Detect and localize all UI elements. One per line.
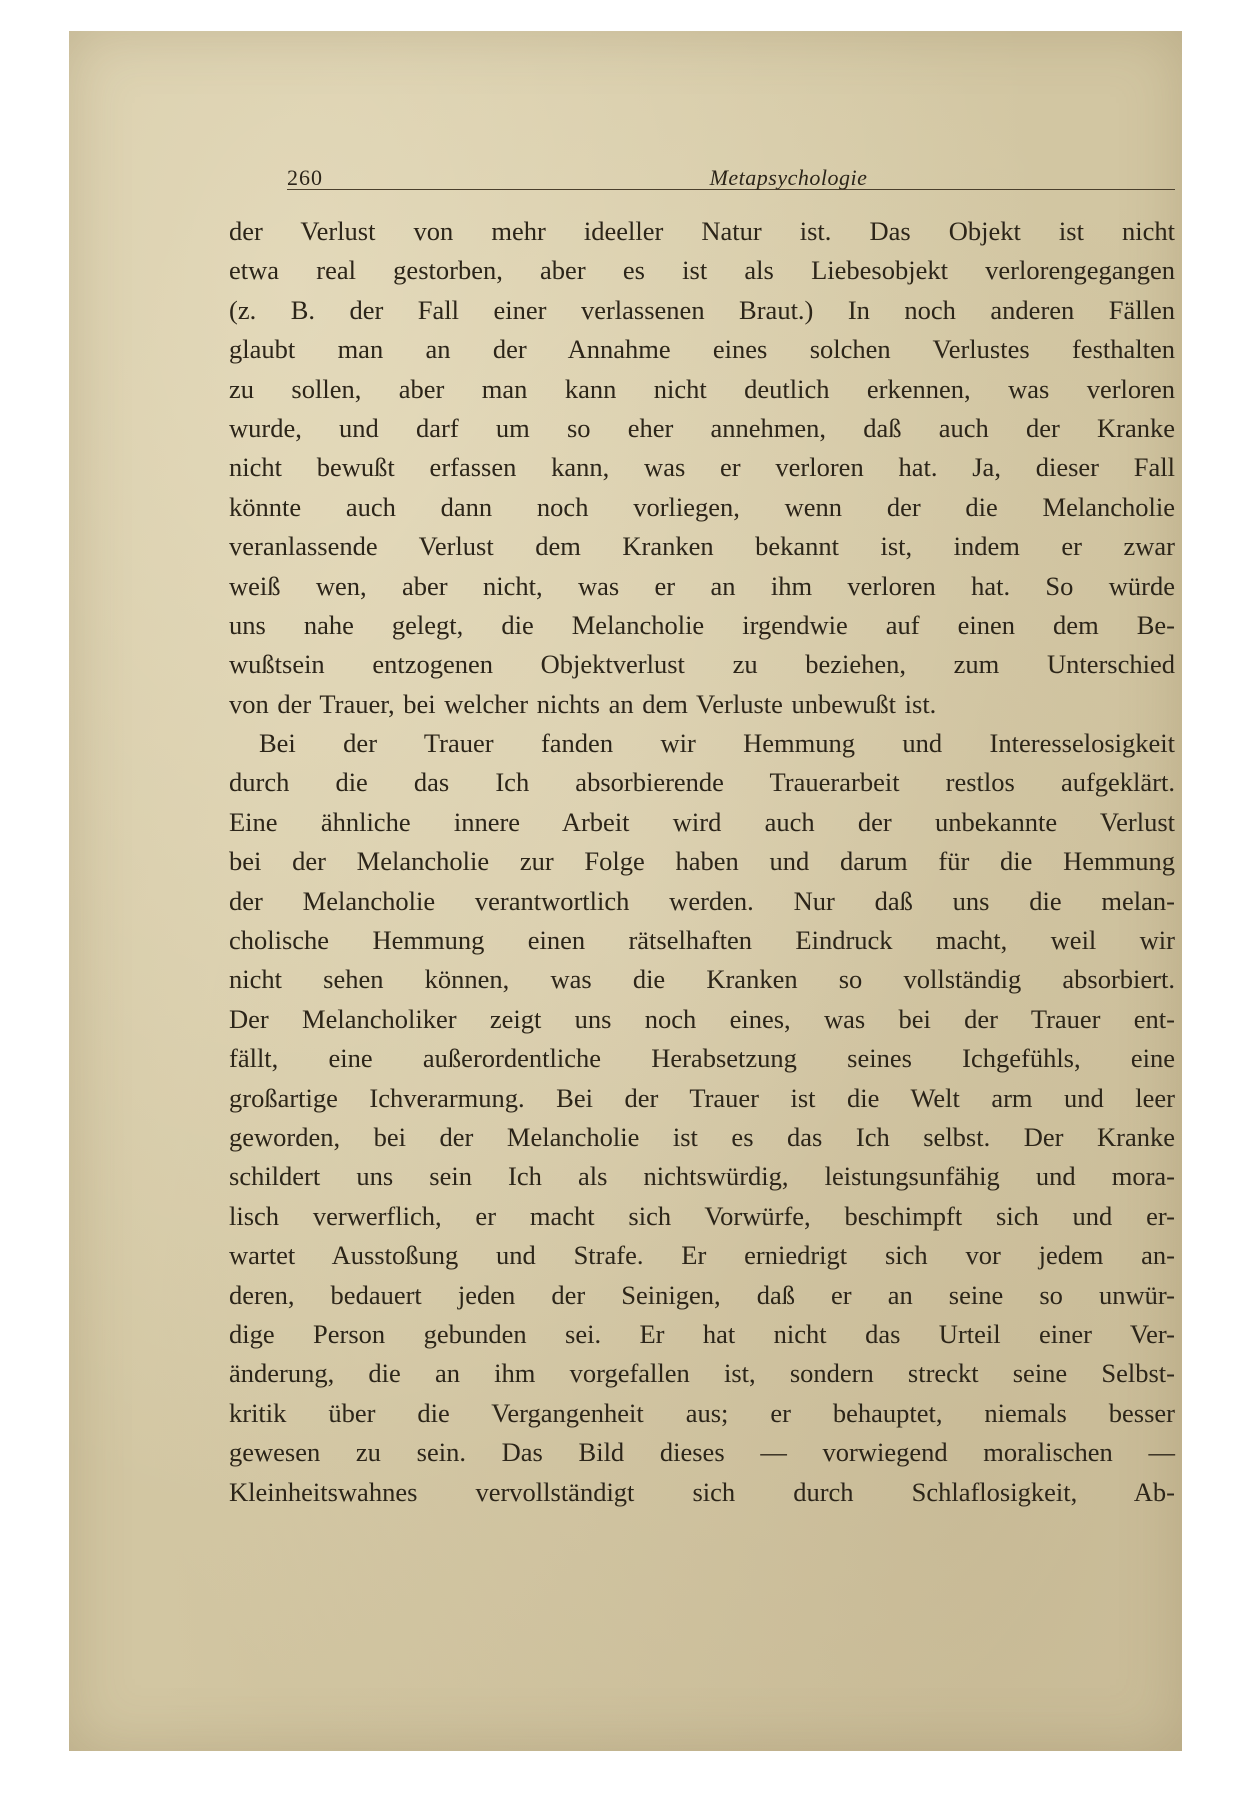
text-line: großartige Ichverarmung. Bei der Trauer ist die Welt arm und leer [229,1082,1175,1113]
book-page [69,31,1182,1751]
text-line: geworden, bei der Melancholie ist es das Ich selbst. Der Kranke [229,1121,1175,1152]
text-line: wußtsein entzogenen Objektverlust zu beziehen, zum Unterschied [229,649,1175,680]
text-line: Eine ähnliche innere Arbeit wird auch der unbekannte Verlust [229,806,1175,837]
text-line: etwa real gestorben, aber es ist als Liebesobjekt verlorengegangen [229,255,1175,286]
text-line: nicht bewußt erfassen kann, was er verloren hat. Ja, dieser Fall [229,452,1175,483]
text-line: cholische Hemmung einen rätselhaften Eindruck macht, weil wir [229,925,1175,956]
text-line: gewesen zu sein. Das Bild dieses — vorwiegend moralischen — [229,1437,1175,1468]
text-line: glaubt man an der Annahme eines solchen Verlustes festhalten [229,334,1175,365]
text-line: der Verlust von mehr ideeller Natur ist. Das Objekt ist nicht [229,216,1175,246]
page-header [287,149,1175,190]
text-line: deren, bedauert jeden der Seinigen, daß er an seine so unwür- [229,1279,1175,1310]
text-line: bei der Melancholie zur Folge haben und darum für die Hemmung [229,846,1175,877]
text-line: uns nahe gelegt, die Melancholie irgendwie auf einen dem Be- [229,609,1175,640]
text-line: veranlassende Verlust dem Kranken bekannt ist, indem er zwar [229,531,1175,562]
text-block [229,149,1175,1512]
running-title: Metapsychologie [709,165,868,190]
text-line: Kleinheitswahnes vervollständigt sich durch Schlaflosigkeit, Ab- [229,1476,1175,1507]
body-text [229,190,1175,1512]
text-line: wartet Ausstoßung und Strafe. Er erniedrigt sich vor jedem an- [229,1240,1175,1271]
text-line: (z. B. der Fall einer verlassenen Braut.) In noch anderen Fällen [229,294,1175,325]
text-line: nicht sehen können, was die Kranken so vollständig absorbiert. [229,964,1175,995]
text-line: fällt, eine außerordentliche Herabsetzung seines Ichgefühls, eine [229,1043,1175,1074]
text-line: durch die das Ich absorbierende Trauerarbeit restlos aufgeklärt. [229,767,1175,798]
text-line: änderung, die an ihm vorgefallen ist, sondern streckt seine Selbst- [229,1358,1175,1389]
text-line: Bei der Trauer fanden wir Hemmung und Interesselosigkeit [259,728,1175,759]
text-line: weiß wen, aber nicht, was er an ihm verloren hat. So würde [229,570,1175,601]
text-line: lisch verwerflich, er macht sich Vorwürfe, beschimpft sich und er- [229,1200,1175,1231]
text-line: der Melancholie verantwortlich werden. Nur daß uns die melan- [229,885,1175,916]
text-line: von der Trauer, bei welcher nichts an dem Verluste unbewußt ist. [229,688,937,719]
text-line: wurde, und darf um so eher annehmen, daß auch der Kranke [229,412,1175,443]
text-line: zu sollen, aber man kann nicht deutlich erkennen, was verloren [229,373,1175,404]
page-number: 260 [287,165,323,190]
text-line: könnte auch dann noch vorliegen, wenn der die Melancholie [229,491,1175,522]
text-line: schildert uns sein Ich als nichtswürdig, leistungsunfähig und mora- [229,1161,1175,1192]
text-line: kritik über die Vergangenheit aus; er behauptet, niemals besser [229,1397,1175,1428]
text-line: dige Person gebunden sei. Er hat nicht das Urteil einer Ver- [229,1318,1175,1349]
text-line: Der Melancholiker zeigt uns noch eines, was bei der Trauer ent- [229,1003,1175,1034]
